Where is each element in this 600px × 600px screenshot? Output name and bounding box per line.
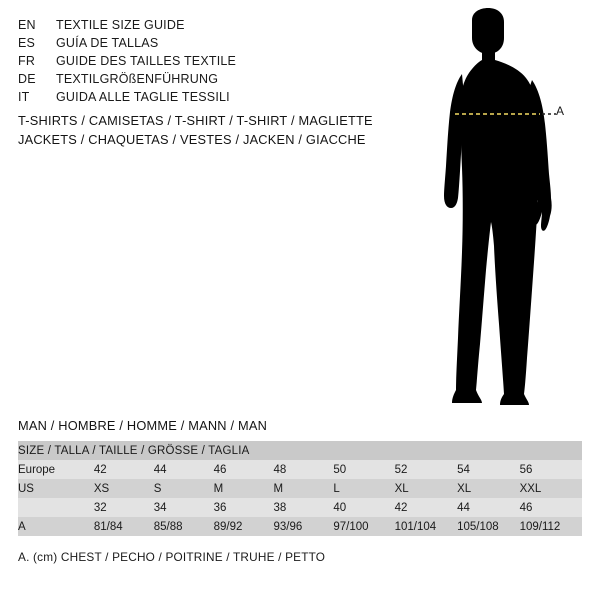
cell-a-5: 101/104 bbox=[394, 520, 437, 533]
language-row-en bbox=[18, 16, 378, 34]
cell-us-2: M bbox=[213, 482, 224, 495]
language-row-fr bbox=[18, 52, 378, 70]
cell-a-3: 93/96 bbox=[273, 520, 303, 533]
language-row-it bbox=[18, 88, 378, 106]
cell-a-0: 81/84 bbox=[93, 520, 123, 533]
cell-europe-3: 48 bbox=[273, 463, 287, 476]
cell-us-4: L bbox=[333, 482, 340, 495]
cell-a-4: 97/100 bbox=[333, 520, 369, 533]
language-code-en: EN bbox=[18, 18, 36, 32]
cell-usnum-7: 46 bbox=[519, 501, 533, 514]
table-header-label: SIZE / TALLA / TAILLE / GRÖSSE / TAGLIA bbox=[18, 444, 250, 457]
language-text-es: GUÍA DE TALLAS bbox=[56, 36, 159, 50]
size-table-wrap bbox=[18, 441, 582, 536]
cell-us-7: XXL bbox=[519, 482, 542, 495]
cell-a-1: 85/88 bbox=[153, 520, 183, 533]
table-header-row bbox=[18, 441, 582, 460]
language-header-block bbox=[18, 16, 378, 106]
cell-us-5: XL bbox=[394, 482, 409, 495]
footnote-chest-measure: A. (cm) CHEST / PECHO / POITRINE / TRUHE / PETTO bbox=[18, 550, 326, 564]
cell-europe-1: 44 bbox=[153, 463, 167, 476]
category-line-jackets: JACKETS / CHAQUETAS / VESTES / JACKEN / GIACCHE bbox=[18, 132, 366, 147]
cell-usnum-6: 44 bbox=[457, 501, 470, 514]
cell-a-7: 109/112 bbox=[519, 520, 561, 533]
language-code-es: ES bbox=[18, 36, 36, 50]
cell-europe-5: 52 bbox=[394, 463, 408, 476]
language-text-de: TEXTILGRÖßENFÜHRUNG bbox=[56, 72, 219, 86]
table-row bbox=[18, 517, 582, 536]
row-label-europe: Europe bbox=[18, 463, 56, 476]
cell-usnum-2: 36 bbox=[213, 501, 227, 514]
cell-europe-0: 42 bbox=[93, 463, 107, 476]
cell-usnum-5: 42 bbox=[394, 501, 408, 514]
cell-usnum-4: 40 bbox=[333, 501, 347, 514]
cell-usnum-0: 32 bbox=[93, 501, 107, 514]
table-row bbox=[18, 460, 582, 479]
cell-europe-6: 54 bbox=[457, 463, 470, 476]
row-label-us: US bbox=[18, 482, 34, 495]
table-row bbox=[18, 479, 582, 498]
language-text-fr: GUIDE DES TAILLES TEXTILE bbox=[56, 54, 237, 68]
language-text-en: TEXTILE SIZE GUIDE bbox=[56, 18, 185, 32]
language-row-es bbox=[18, 34, 378, 52]
cell-a-2: 89/92 bbox=[213, 520, 243, 533]
category-line-tshirts: T-SHIRTS / CAMISETAS / T-SHIRT / T-SHIRT / MAGLIETTE bbox=[18, 113, 373, 128]
language-code-fr: FR bbox=[18, 54, 36, 68]
category-block bbox=[18, 111, 418, 149]
cell-us-0: XS bbox=[93, 482, 110, 495]
row-label-a: A bbox=[18, 520, 26, 533]
figure-illustration bbox=[400, 8, 600, 408]
cell-us-1: S bbox=[153, 482, 162, 495]
cell-europe-7: 56 bbox=[519, 463, 533, 476]
cell-usnum-1: 34 bbox=[153, 501, 167, 514]
cell-us-6: XL bbox=[457, 482, 472, 495]
cell-europe-2: 46 bbox=[213, 463, 227, 476]
cell-usnum-3: 38 bbox=[273, 501, 287, 514]
size-table bbox=[18, 441, 582, 536]
language-text-it: GUIDA ALLE TAGLIE TESSILI bbox=[56, 90, 230, 104]
measure-label-a: A bbox=[556, 104, 565, 118]
gender-title: MAN / HOMBRE / HOMME / MANN / MAN bbox=[18, 418, 268, 433]
table-row bbox=[18, 498, 582, 517]
language-code-de: DE bbox=[18, 72, 36, 86]
cell-us-3: M bbox=[273, 482, 284, 495]
language-row-de bbox=[18, 70, 378, 88]
cell-a-6: 105/108 bbox=[457, 520, 499, 533]
language-code-it: IT bbox=[18, 90, 30, 104]
cell-europe-4: 50 bbox=[333, 463, 347, 476]
row-label-us-numeric bbox=[18, 498, 94, 517]
man-silhouette-icon bbox=[400, 8, 600, 408]
